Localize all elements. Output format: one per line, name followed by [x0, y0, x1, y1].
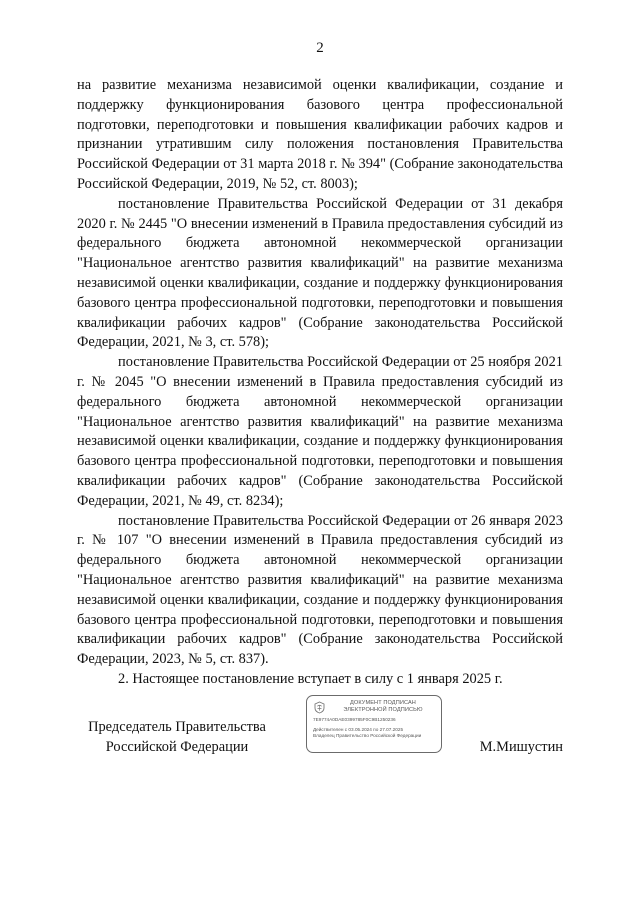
paragraph-decree-2021: постановление Правительства Российской Федерации от 25 ноября 2021 г. № 2045 "О внесении изменений в Правила предоставления субсидий из федерального бюджета автономной некоммерческой организации "Национальное агентство развития квалификаций" на развитие механизма независимой оценки квалификации, создание и поддержку функционирования базового центра профессиональной подготовки, переподготовки и повышения квалификации рабочих кадров" (Собрание законодательства Российской Федерации, 2021, № 49, ст. 8234);	[77, 354, 563, 509]
signatory-title	[77, 718, 277, 758]
stamp-heading-line-2: ЭЛЕКТРОННОЙ ПОДПИСЬЮ	[343, 706, 423, 713]
paragraph-decree-2023: постановление Правительства Российской Федерации от 26 января 2023 г. № 107 "О внесении изменений в Правила предоставления субсидий из федерального бюджета автономной некоммерческой организации "Национальное агентство развития квалификаций" на развитие механизма независимой оценки квалификации, создание и поддержку функционирования базового центра профессиональной подготовки, переподготовки и повышения квалификации рабочих кадров" (Собрание законодательства Российской Федерации, 2023, № 5, ст. 837).	[77, 512, 563, 668]
paragraph-continuation: на развитие механизма независимой оценки квалификации, создание и поддержку функционирования базового центра профессиональной подготовки, переподготовки и повышения квалификации рабочих кадров и признании утратившим силу положения постановления Правительства Российской Федерации от 31 марта 2018 г. № 394" (Собрание законодательства Российской Федерации, 2019, № 52, ст. 8003);	[77, 77, 563, 192]
stamp-certificate-number: 7E9774A0DAE0399785F0C9B1250236	[313, 717, 396, 722]
stamp-owner: Владелец Правительство Российской Федерации	[313, 733, 422, 738]
signatory-name: М.Мишустин	[479, 739, 563, 755]
paragraph-effective-date: 2. Настоящее постановление вступает в силу с 1 января 2025 г.	[118, 670, 503, 687]
paragraph-decree-2020: постановление Правительства Российской Федерации от 31 декабря 2020 г. № 2445 "О внесении изменений в Правила предоставления субсидий из федерального бюджета автономной некоммерческой организации "Национальное агентство развития квалификаций" на развитие механизма независимой оценки квалификации, создание и поддержку функционирования базового центра профессиональной подготовки, переподготовки и повышения квалификации рабочих кадров" (Собрание законодательства Российской Федерации, 2021, № 3, ст. 578);	[77, 195, 563, 351]
signatory-title-line-1: Председатель Правительства	[88, 719, 266, 735]
stamp-validity: Действителен с 03.05.2024 по 27.07.2025	[313, 727, 404, 732]
coat-of-arms-emblem-icon	[313, 701, 326, 714]
stamp-heading	[329, 700, 437, 713]
page-number: 2	[316, 40, 324, 56]
stamp-heading-line-1: ДОКУМЕНТ ПОДПИСАН	[350, 700, 416, 706]
signatory-title-line-2: Российской Федерации	[105, 738, 249, 755]
document-body	[77, 76, 563, 690]
electronic-signature-stamp	[306, 695, 442, 753]
